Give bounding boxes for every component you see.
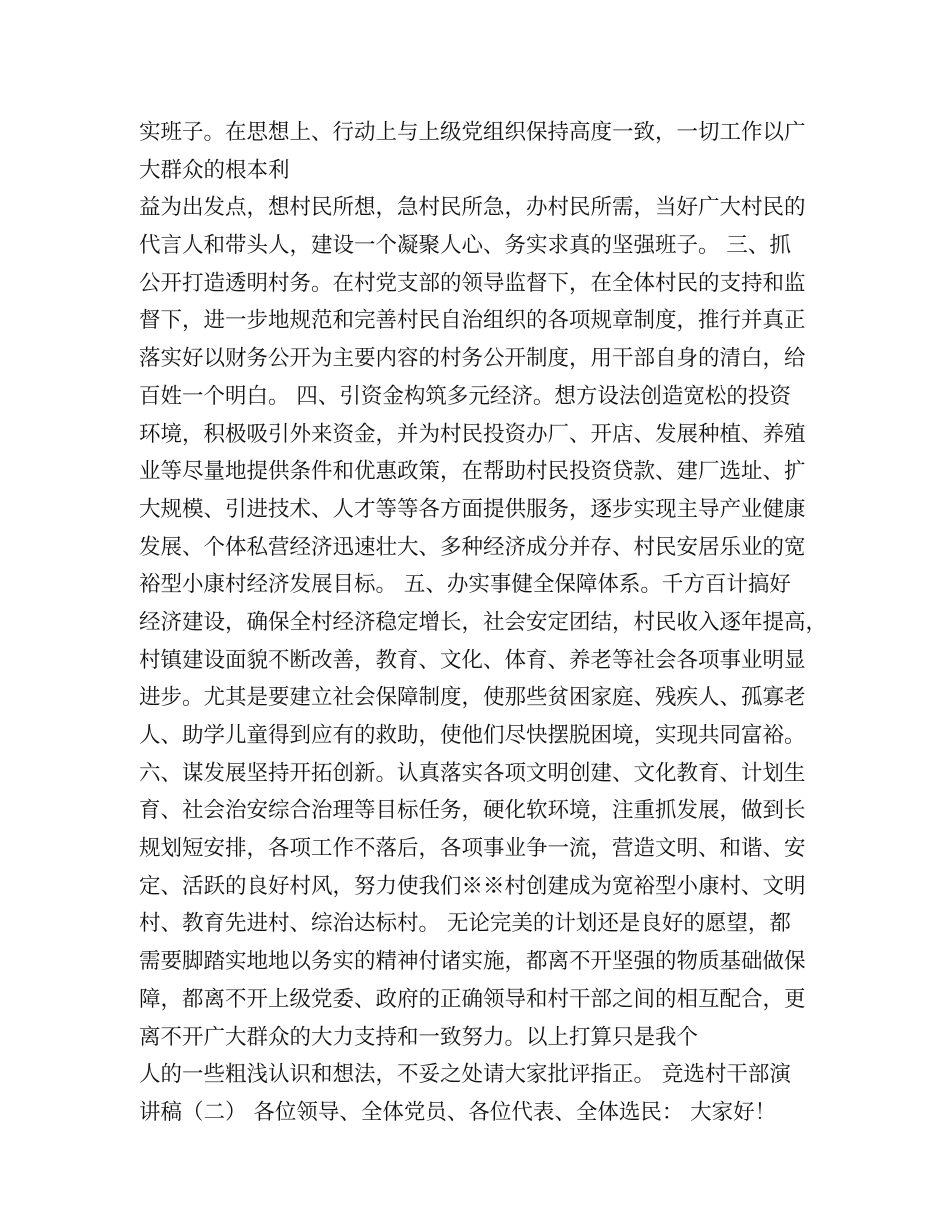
text-line: 大群众的根本利 — [139, 157, 290, 183]
text-line: 村、教育先进村、综治达标村。 无论完美的计划还是良好的愿望，都 — [139, 911, 791, 937]
text-line: 人的一些粗浅认识和想法，不妥之处请大家批评指正。 竞选村干部演 — [139, 1062, 791, 1088]
text-line: 进步。尤其是要建立社会保障制度，使那些贫困家庭、残疾人、孤寡老 — [139, 685, 806, 711]
text-line: 业等尽量地提供条件和优惠政策，在帮助村民投资贷款、建厂选址、扩 — [139, 459, 806, 485]
text-line: 人、助学儿童得到应有的救助，使他们尽快摆脱困境，实现共同富裕。 — [139, 723, 806, 748]
text-line: 环境，积极吸引外来资金，并为村民投资办厂、开店、发展种植、养殖 — [139, 421, 806, 447]
text-line: 发展、个体私营经济迅速壮大、多种经济成分并存、村民安居乐业的宽 — [139, 534, 806, 560]
text-line: 讲稿（二） 各位领导、全体党员、各位代表、全体选民： 大家好！ — [139, 1099, 777, 1125]
text-line: 育、社会治安综合治理等目标任务，硬化软环境，注重抓发展，做到长 — [139, 798, 806, 824]
text-line: 益为出发点，想村民所想，急村民所急，办村民所需，当好广大村民的 — [139, 195, 806, 221]
text-line: 裕型小康村经济发展目标。 五、办实事健全保障体系。千方百计搞好 — [139, 572, 791, 598]
text-line: 需要脚踏实地地以务实的精神付诸实施，都离不开坚强的物质基础做保 — [139, 949, 806, 975]
text-line: 代言人和带头人，建设一个凝聚人心、务实求真的坚强班子。 三、抓 — [139, 233, 791, 259]
text-line: 实班子。在思想上、行动上与上级党组织保持高度一致，一切工作以广 — [139, 120, 806, 145]
text-line: 村镇建设面貌不断改善，教育、文化、体育、养老等社会各项事业明显 — [139, 647, 806, 673]
text-line: 公开打造透明村务。在村党支部的领导监督下，在全体村民的支持和监 — [139, 270, 806, 296]
text-line: 离不开广大群众的大力支持和一致努力。以上打算只是我个 — [139, 1024, 699, 1050]
text-line: 大规模、引进技术、人才等等各方面提供服务，逐步实现主导产业健康 — [139, 496, 806, 522]
text-line: 落实好以财务公开为主要内容的村务公开制度，用干部自身的清白，给 — [139, 346, 806, 372]
text-line: 障，都离不开上级党委、政府的正确领导和村干部之间的相互配合，更 — [139, 986, 806, 1012]
document-body — [139, 114, 839, 1132]
text-line: 督下，进一步地规范和完善村民自治组织的各项规章制度，推行并真正 — [139, 308, 806, 334]
text-line: 经济建设，确保全村经济稳定增长，社会安定团结，村民收入逐年提高， — [139, 609, 828, 635]
text-line: 百姓一个明白。 四、引资金构筑多元经济。想方设法创造宽松的投资 — [139, 383, 791, 409]
text-line: 六、谋发展坚持开拓创新。认真落实各项文明创建、文化教育、计划生 — [139, 760, 806, 786]
text-line: 规划短安排，各项工作不落后，各项事业争一流，营造文明、和谐、安 — [139, 836, 806, 862]
text-line: 定、活跃的良好村风，努力使我们※※村创建成为宽裕型小康村、文明 — [139, 873, 806, 899]
